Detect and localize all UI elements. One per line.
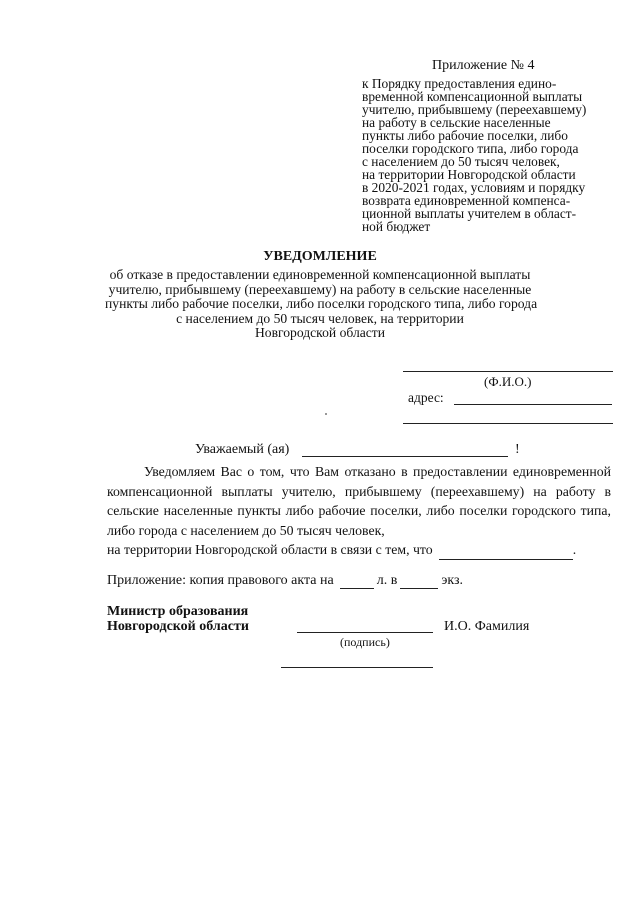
subtitle-line: Новгородской области [254, 325, 386, 340]
signer-position [107, 604, 249, 634]
subtitle-line: учителю, прибывшему (переехавшему) на работу в сельские населенные [108, 281, 532, 297]
greeting-name-line[interactable] [302, 456, 508, 457]
signer-position-line: Новгородской области [107, 619, 249, 634]
appendix-line: ционной выплаты учителем в област- [362, 206, 577, 221]
attachment-suffix: экз. [441, 573, 463, 588]
greeting-end: ! [515, 442, 520, 457]
pages-field-line[interactable] [340, 575, 374, 589]
subtitle-line: об отказе в предоставлении единовременной компенсационной выплаты [109, 267, 531, 282]
document-title: УВЕДОМЛЕНИЕ [263, 249, 377, 264]
attachment-middle: л. в [376, 573, 398, 588]
appendix-line: учителю, прибывшему (переехавшему) [362, 102, 587, 117]
signer-name: И.О. Фамилия [444, 619, 530, 634]
appendix-title: Приложение № 4 [432, 58, 535, 73]
reason-field-line[interactable] [439, 546, 573, 560]
appendix-line: на работу в сельские населенные [362, 115, 551, 130]
signature-caption: (подпись) [340, 635, 390, 649]
attachment-prefix: Приложение: копия правового акта на [107, 573, 334, 588]
scan-speck [325, 413, 327, 415]
body-tail-text: на территории Новгородской области в связи с тем, что [107, 542, 433, 557]
appendix-line: к Порядку предоставления едино- [362, 76, 557, 91]
appendix-reference [362, 77, 616, 233]
signer-position-line: Министр образования [107, 604, 249, 619]
appendix-line: временной компенсационной выплаты [362, 89, 583, 104]
footer-divider-line [281, 667, 433, 668]
appendix-line: в 2020-2021 годах, условиям и порядку [362, 180, 586, 195]
appendix-line: ной бюджет [362, 219, 431, 234]
signature-field-line[interactable] [297, 632, 433, 633]
appendix-line: поселки городского типа, либо города [362, 141, 579, 156]
appendix-line: с населением до 50 тысяч человек, [362, 154, 560, 169]
attachment-line [107, 573, 463, 589]
body-tail-line [107, 540, 611, 560]
fio-label: (Ф.И.О.) [484, 374, 532, 389]
appendix-line: возврата единовременной компенса- [362, 193, 571, 208]
appendix-line: пункты либо рабочие поселки, либо [362, 128, 568, 143]
address-field-line-2[interactable] [403, 423, 613, 424]
address-label: адрес: [408, 390, 444, 405]
appendix-line: на территории Новгородской области [362, 167, 576, 182]
address-field-line[interactable] [454, 404, 612, 405]
document-subtitle [105, 267, 538, 341]
greeting: Уважаемый (ая) [195, 442, 290, 457]
subtitle-line: пункты либо рабочие поселки, либо поселки городского типа, либо города [105, 296, 538, 311]
notification-body [107, 462, 611, 560]
body-end: . [572, 542, 577, 557]
copies-field-line[interactable] [400, 575, 438, 589]
fio-field-line[interactable] [403, 371, 613, 372]
body-paragraph: Уведомляем Вас о том, что Вам отказано в предоставлении единовременной компенсационной выплаты учителю, прибывшему (переехавшему) на работу в сельские населенные пункты либо рабочие поселки, либо поселки городского типа, либо города с населением до 50 тысяч человек, [107, 464, 611, 538]
subtitle-line: с населением до 50 тысяч человек, на территории [176, 310, 464, 326]
